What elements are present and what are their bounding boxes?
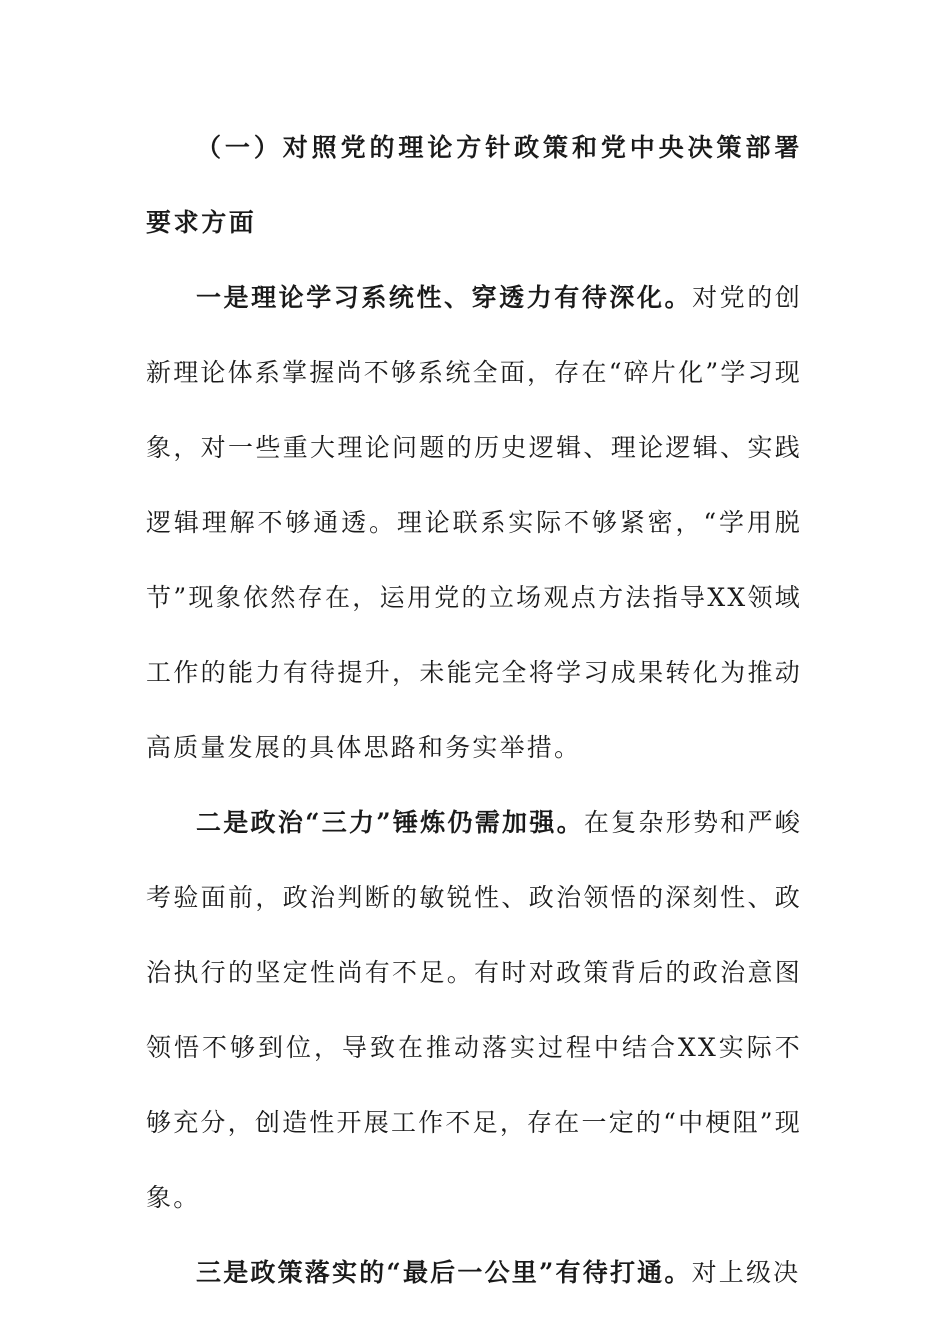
- paragraph-3-lead: 三是政策落实的“最后一公里”有待打通。: [196, 1258, 692, 1287]
- paragraph-2: [146, 785, 802, 1235]
- paragraph-1: [146, 260, 802, 785]
- paragraph-3: [146, 1235, 802, 1310]
- paragraph-1-lead: 一是理论学习系统性、穿透力有待深化。: [196, 283, 693, 312]
- paragraph-3-body: 对上级决: [691, 1258, 801, 1287]
- paragraph-2-body: 在复杂形势和严峻考验面前，政治判断的敏锐性、政治领悟的深刻性、政治执行的坚定性尚有不足。有时对政策背后的政治意图领悟不够到位，导致在推动落实过程中结合XX实际不够充分，创造性开展工作不足，存在一定的“中梗阻”现象。: [146, 808, 802, 1212]
- section-heading: （一）对照党的理论方针政策和党中央决策部署要求方面: [146, 133, 802, 237]
- paragraph-2-lead: 二是政治“三力”锤炼仍需加强。: [196, 808, 584, 837]
- document-page: [146, 110, 802, 1310]
- paragraph-1-body: 对党的创新理论体系掌握尚不够系统全面，存在“碎片化”学习现象，对一些重大理论问题的历史逻辑、理论逻辑、实践逻辑理解不够通透。理论联系实际不够紧密，“学用脱节”现象依然存在，运用党的立场观点方法指导XX领域工作的能力有待提升，未能完全将学习成果转化为推动高质量发展的具体思路和务实举措。: [146, 283, 802, 762]
